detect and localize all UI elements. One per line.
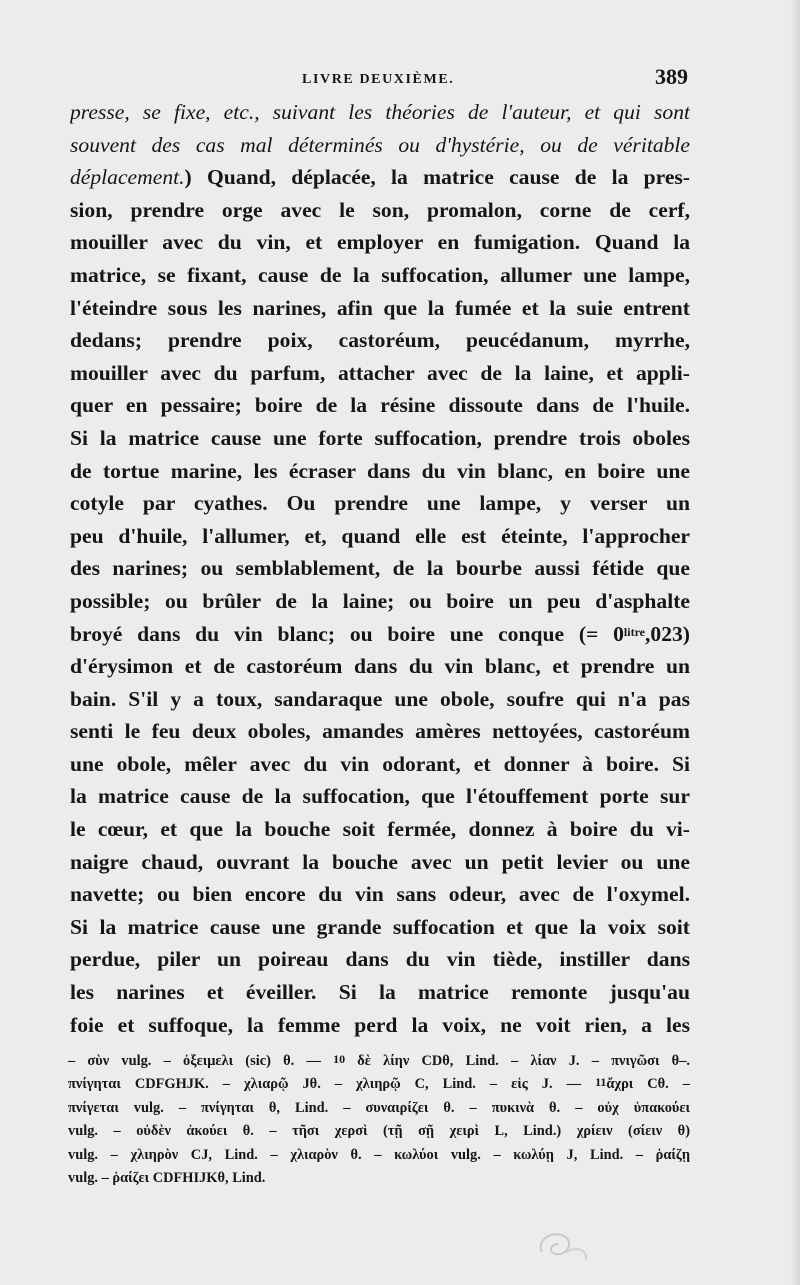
text-line: senti le feu deux oboles, amandes amères nettoyées, castoréum (70, 719, 690, 744)
text-line: sion, prendre orge avec le son, promalon, corne de cerf, (70, 197, 690, 222)
text-segment: πνίγηται CDFGHJK. – χλιαρῷ Jθ. – χλιηρῷ C, Lind. – εἰς J. — (68, 1076, 596, 1093)
text-line: quer en pessaire; boire de la résine dissoute dans de l'huile. (70, 393, 690, 418)
running-head: LIVRE DEUXIÈME. (302, 72, 455, 87)
text-line: perdue, piler un poireau dans du vin tiède, instiller dans (70, 947, 690, 972)
text-line: Si la matrice cause une forte suffocation, prendre trois oboles (70, 425, 690, 450)
text-line (70, 96, 690, 129)
text-line: des narines; ou semblablement, de la bourbe aussi fétide que (70, 556, 690, 581)
text-line: mouiller avec du parfum, attacher avec de la laine, et appli- (70, 360, 690, 385)
superscript-unit: litre (623, 624, 646, 639)
text-line (70, 618, 690, 651)
text-segment: – σὺν vulg. – ὀξειμελι (sic) θ. — (68, 1053, 334, 1069)
text-line: les narines et éveiller. Si la matrice remonte jusqu'au (70, 980, 690, 1005)
text-line: peu d'huile, l'allumer, et, quand elle est éteinte, l'approcher (70, 523, 690, 548)
footnote-line: vulg. – χλιηρὸν CJ, Lind. – χλιαρὸν θ. – κωλύοι vulg. – κωλύῃ J, Lind. – ῥαίζῃ (68, 1146, 690, 1163)
italic-text: souvent des cas mal déterminés ou d'hystérie, ou de véritable (70, 132, 690, 157)
text-line: l'éteindre sous les narines, afin que la fumée et la suie entrent (70, 295, 690, 320)
footnote-line: πνίγεται vulg. – πνίγηται θ, Lind. – συναιρίζει θ. – πυκινὰ θ. – οὐχ ὑπακούει (68, 1099, 690, 1116)
note-number: 11 (595, 1075, 607, 1090)
text-line (70, 161, 690, 194)
text-line: bain. S'il y a toux, sandaraque une obole, soufre qui n'a pas (70, 686, 690, 711)
note-number: 10 (333, 1052, 346, 1066)
text-line: la matrice cause de la suffocation, que l'étouffement porte sur (70, 784, 690, 809)
text-segment: ἄχρι Cθ. – (606, 1076, 690, 1093)
footnote-line (68, 1073, 690, 1096)
italic-text: déplacement. (70, 165, 185, 190)
italic-text: presse, se fixe, etc., suivant les théories de l'auteur, et qui sont (70, 100, 690, 124)
library-stamp-mark (528, 1222, 600, 1270)
roman-text: ) Quand, déplacée, la matrice cause de la pres- (184, 165, 690, 190)
text-line: Si la matrice cause une grande suffocation et que la voix soit (70, 914, 690, 939)
footnote-line (68, 1050, 690, 1073)
main-text (70, 96, 690, 1041)
text-line: mouiller avec du vin, et employer en fumigation. Quand la (70, 230, 690, 255)
text-line: matrice, se fixant, cause de la suffocation, allumer une lampe, (70, 262, 690, 287)
footnote-line: vulg. – οὐδὲν ἀκούει θ. – τῆσι χερσὶ (τῇ σῇ χειρὶ L, Lind.) χρίειν (σίειν θ) (68, 1123, 690, 1140)
footnotes (68, 1050, 690, 1190)
text-line: foie et suffoque, la femme perd la voix, ne voit rien, a les (70, 1012, 690, 1037)
text-line: une obole, mêler avec du vin odorant, et donner à boire. Si (70, 751, 690, 776)
text-segment: ,023) (645, 621, 690, 646)
text-line: navette; ou bien encore du vin sans odeur, avec de l'oxymel. (70, 882, 690, 907)
text-line: naigre chaud, ouvrant la bouche avec un petit levier ou une (70, 849, 690, 874)
text-line: de tortue marine, les écraser dans du vin blanc, en boire une (70, 458, 690, 483)
text-line: dedans; prendre poix, castoréum, peucédanum, myrrhe, (70, 328, 690, 353)
page-header (70, 64, 690, 92)
text-line: possible; ou brûler de la laine; ou boire un peu d'asphalte (70, 588, 690, 613)
text-line: d'érysimon et de castoréum dans du vin blanc, et prendre un (70, 654, 690, 679)
page-number: 389 (655, 64, 688, 89)
text-line: le cœur, et que la bouche soit fermée, donnez à boire du vi- (70, 817, 690, 842)
text-line (70, 129, 690, 162)
text-line: cotyle par cyathes. Ou prendre une lampe, y verser un (70, 491, 690, 516)
page-gutter-shadow (790, 0, 800, 1285)
text-segment: δὲ λίην CDθ, Lind. – λίαν J. – πνιγῶσι θ–. (345, 1053, 690, 1069)
footnote-line: vulg. – ῥαίζει CDFHIJKθ, Lind. (68, 1169, 266, 1186)
text-segment: broyé dans du vin blanc; ou boire une conque (= 0 (70, 621, 624, 646)
